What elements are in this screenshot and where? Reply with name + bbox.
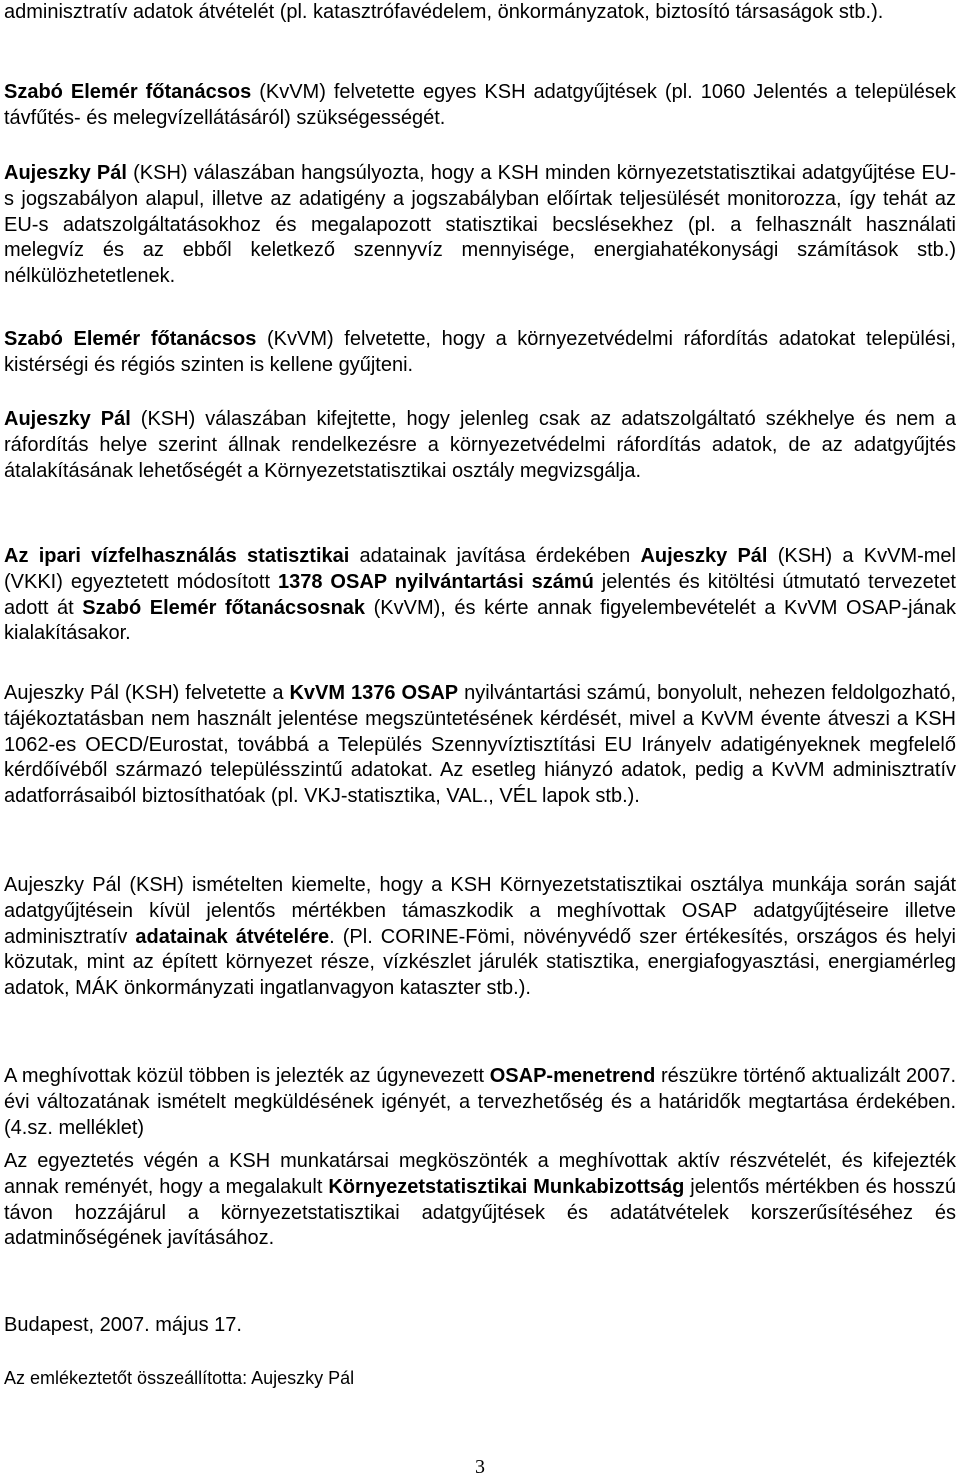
bold-name: Szabó Elemér főtanácsosnak	[82, 596, 366, 619]
text-span: Aujeszky Pál (KSH) felvetette a	[4, 682, 290, 704]
text-span: (KvVM) felvetette egyes KSH adatgyűjtések (pl. 1060 Jelentés a települések távfűtés- és melegvízellátásáról) szükségességét.	[4, 81, 957, 129]
bold-name: Aujeszky Pál	[4, 408, 131, 430]
text-span: (KvVM) felvetette, hogy a környezetvédelmi ráfordítás adatokat települési, kistérségi és régiós szinten is kellene gyűjteni.	[4, 328, 956, 376]
bold-phrase: Az ipari vízfelhasználás statisztikai	[4, 545, 350, 567]
date-line	[4, 1313, 956, 1339]
paragraph-3	[4, 161, 956, 290]
paragraph-8	[4, 873, 956, 1002]
bold-phrase: 1378 OSAP nyilvántartási számú	[277, 570, 594, 593]
paragraph-7	[4, 681, 956, 810]
text-span: jelentős mértékben és hosszú távon hozzájárul a környezetstatisztikai adatgyűjtések és adatátvételek korszerűsítéséhez és adatminőségének javításához.	[4, 1175, 956, 1250]
page-number: 3	[475, 1456, 485, 1478]
bold-phrase: OSAP-menetrend	[489, 1065, 656, 1087]
paragraph-10	[4, 1149, 956, 1252]
bold-name: Szabó Elemér főtanácsos	[4, 81, 252, 103]
text-span: (KSH) válaszában kifejtette, hogy jelenleg csak az adatszolgáltató székhelye és nem a ráfordítás helye szerint állnak rendelkezésre a környezetvédelmi ráfordítás adatok, de az adatgyűjtés átalakításának lehetőségét a Környezetstatisztikai osztály megvizsgálja.	[4, 408, 956, 482]
text-span: . (Pl. CORINE-Fömi, növényvédő szer értékesítés, országos és helyi közutak, mint az épített környezet része, vízkészlet járulék statisztika, energiafogyasztási, energiamérleg adatok, MÁK önkormányzati ingatlanvagyon kataszter stb.).	[4, 925, 956, 1000]
text-span: jelentés és kitöltési útmutató tervezetet adott át	[4, 570, 956, 619]
text-span: nyilvántartási számú, bonyolult, nehezen feldolgozható, tájékoztatásban nem használt jelentése megszüntetésének kérdését, mivel a KvVM évente átveszi a KSH 1062-es OECD/Eurostat, továbbá a Település Szennyvíztisztítási EU Irányelv adatigényeknek megfelelő kérdőívéből származó településszintű adatokat. Az esetleg hiányzó adatok, pedig a KvVM adminisztratív adatforrásaiból biztosíthatóak (pl. VKJ-statisztika, VAL., VÉL lapok stb.).	[4, 682, 956, 808]
text-span: Aujeszky Pál (KSH) ismételten kiemelte, hogy a KSH Környezetstatisztikai osztálya munkája során saját adatgyűjtésein kívül jelentős mértékben támaszkodik a meghívottak OSAP adatgyűjtéseire illetve adminisztratív	[4, 874, 956, 948]
text-span: részükre történő aktualizált 2007. évi változatának ismételt megküldésének igényét, a tervezhetőség és a határidők megtartása érdekében. (4.sz. melléklet)	[4, 1065, 956, 1139]
author-line	[4, 1366, 956, 1390]
text-span: adatainak javítása érdekében	[349, 545, 641, 567]
paragraph-4	[4, 327, 956, 379]
bold-phrase: KvVM 1376 OSAP	[289, 682, 459, 704]
text-span: Az egyeztetés végén a KSH munkatársai megköszönték a meghívottak aktív részvételét, és kifejezték annak reményét, hogy a megalakult	[4, 1150, 956, 1198]
paragraph-2	[4, 80, 956, 132]
paragraph-9	[4, 1064, 956, 1141]
paragraph-5	[4, 407, 956, 484]
bold-name: Aujeszky Pál	[4, 162, 127, 184]
text-span: Budapest, 2007. május 17.	[4, 1314, 242, 1336]
text-span: (KvVM), és kérte annak figyelembevételét a KvVM OSAP-jának kialakításakor.	[4, 596, 956, 645]
text-span: adminisztratív adatok átvételét (pl. katasztrófavédelem, önkormányzatok, biztosító társaságok stb.).	[4, 1, 884, 23]
paragraph-1	[4, 0, 956, 26]
bold-name: Szabó Elemér főtanácsos	[4, 328, 257, 350]
bold-name: Aujeszky Pál	[640, 545, 768, 567]
text-span: A meghívottak közül többen is jelezték az úgynevezett	[4, 1065, 490, 1087]
bold-phrase: Környezetstatisztikai Munkabizottság	[328, 1175, 685, 1198]
text-span: (KSH) válaszában hangsúlyozta, hogy a KSH minden környezetstatisztikai adatgyűjtése EU-s jogszabályon alapul, illetve az adatigény a jogszabályban előírtak teljesülését monitorozza, így tehát az EU-s adatszolgáltatásokhoz és megalapozott statisztikai becslésekhez (pl. a felhasznált használati melegvíz és az ebből keletkező szennyvíz mennyisége, energiahatékonysági számítások stb.) nélkülözhetetlenek.	[4, 162, 956, 288]
text-span: (KSH) a KvVM-mel (VKKI) egyeztetett módosított	[4, 545, 956, 593]
paragraph-6	[4, 544, 956, 647]
bold-phrase: adatainak átvételére	[135, 925, 330, 948]
text-span: Az emlékeztetőt összeállította: Aujeszky Pál	[4, 1368, 355, 1388]
